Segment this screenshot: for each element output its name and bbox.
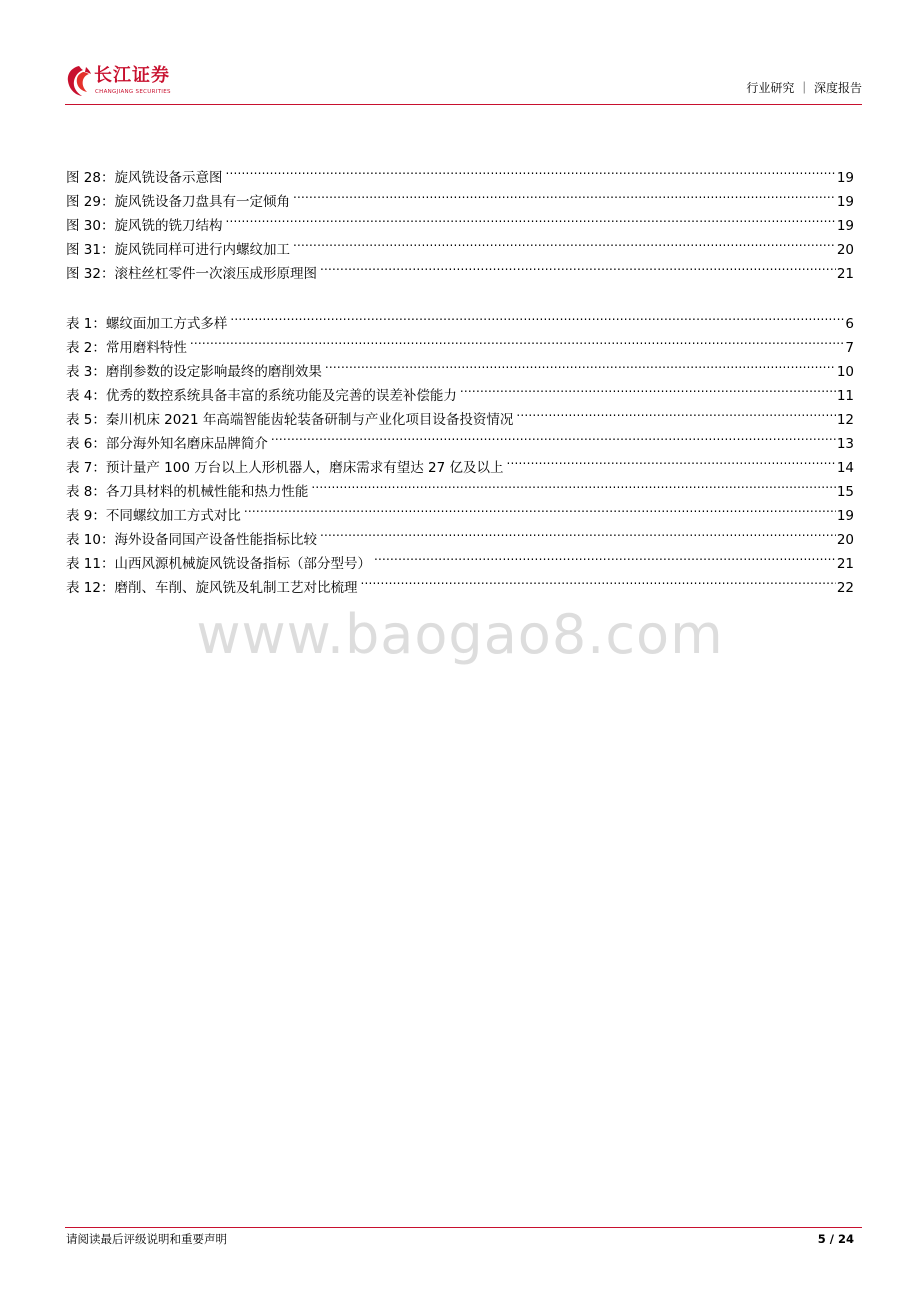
logo-text-cn: 长江证券 <box>94 65 170 86</box>
toc-dot-leader <box>325 352 836 376</box>
watermark: www.baogao8.com <box>196 603 724 666</box>
toc-entry-page: 10 <box>836 364 854 380</box>
toc-entry-page: 15 <box>836 484 854 500</box>
report-type-label: 行业研究 ｜ 深度报告 <box>746 81 862 95</box>
toc-entry-page: 19 <box>836 218 854 234</box>
footer-disclaimer: 请阅读最后评级说明和重要声明 <box>66 1232 227 1246</box>
footer-divider <box>65 1227 862 1228</box>
toc-entry-label: 表 12：磨削、车削、旋风铣及轧制工艺对比梳理 <box>66 580 358 596</box>
toc-entry-page: 22 <box>836 580 854 596</box>
company-logo <box>65 64 195 100</box>
toc-entry-page: 11 <box>836 388 854 404</box>
toc-entry-page: 7 <box>845 340 854 356</box>
toc-dot-leader <box>311 472 835 496</box>
toc-entry-page: 14 <box>836 460 854 476</box>
phoenix-logo-icon <box>65 64 93 98</box>
toc-dot-leader <box>374 544 836 568</box>
toc-entry-page: 21 <box>836 556 854 572</box>
toc-dot-leader <box>230 304 844 328</box>
toc-dot-leader <box>225 158 835 182</box>
toc-dot-leader <box>293 182 836 206</box>
toc-entry-page: 13 <box>836 436 854 452</box>
toc-dot-leader <box>507 448 836 472</box>
toc-dot-leader <box>293 230 836 254</box>
table-of-contents <box>66 158 854 596</box>
toc-entry-page: 6 <box>845 316 854 332</box>
toc-dot-leader <box>320 520 836 544</box>
toc-dot-leader <box>225 206 835 230</box>
toc-entry-label: 表 4：优秀的数控系统具备丰富的系统功能及完善的误差补偿能力 <box>66 388 457 404</box>
toc-entry-label: 图 31：旋风铣同样可进行内螺纹加工 <box>66 242 290 258</box>
toc-dot-leader <box>244 496 836 520</box>
toc-dot-leader <box>516 400 835 424</box>
toc-entry-page: 19 <box>836 194 854 210</box>
toc-entry-label: 表 6：部分海外知名磨床品牌简介 <box>66 436 268 452</box>
toc-entry-label: 表 11：山西风源机械旋风铣设备指标（部分型号） <box>66 556 371 572</box>
toc-entry-label: 表 1：螺纹面加工方式多样 <box>66 316 228 332</box>
toc-entry-label: 表 7：预计量产 100 万台以上人形机器人，磨床需求有望达 27 亿及以上 <box>66 460 504 476</box>
toc-entry-label: 表 3：磨削参数的设定影响最终的磨削效果 <box>66 364 322 380</box>
toc-entry-page: 20 <box>836 532 854 548</box>
toc-dot-leader <box>460 376 836 400</box>
toc-entry-page: 19 <box>836 508 854 524</box>
header-divider <box>65 104 862 105</box>
toc-entry-page: 21 <box>836 266 854 282</box>
toc-entry-page: 20 <box>836 242 854 258</box>
toc-entry-label: 表 2：常用磨料特性 <box>66 340 187 356</box>
toc-entry-figure-28[interactable] <box>66 158 854 186</box>
toc-dot-leader <box>271 424 836 448</box>
page-number: 5 / 24 <box>817 1232 854 1246</box>
toc-entry-label: 表 8：各刀具材料的机械性能和热力性能 <box>66 484 309 500</box>
toc-dot-leader <box>190 328 845 352</box>
toc-entry-page: 12 <box>836 412 854 428</box>
toc-entry-label: 图 30：旋风铣的铣刀结构 <box>66 218 223 234</box>
toc-dot-leader <box>360 568 835 592</box>
toc-entry-label: 图 28：旋风铣设备示意图 <box>66 170 223 186</box>
toc-entry-page: 19 <box>836 170 854 186</box>
toc-entry-table-1[interactable] <box>66 304 854 332</box>
logo-text-en: CHANGJIANG SECURITIES <box>95 89 171 95</box>
toc-entry-label: 表 9：不同螺纹加工方式对比 <box>66 508 241 524</box>
toc-entry-label: 表 5：秦川机床 2021 年高端智能齿轮装备研制与产业化项目设备投资情况 <box>66 412 514 428</box>
toc-entry-label: 图 32：滚柱丝杠零件一次滚压成形原理图 <box>66 266 317 282</box>
toc-entry-label: 图 29：旋风铣设备刀盘具有一定倾角 <box>66 194 290 210</box>
toc-dot-leader <box>320 254 836 278</box>
page-header <box>65 62 862 104</box>
toc-entry-label: 表 10：海外设备同国产设备性能指标比较 <box>66 532 317 548</box>
